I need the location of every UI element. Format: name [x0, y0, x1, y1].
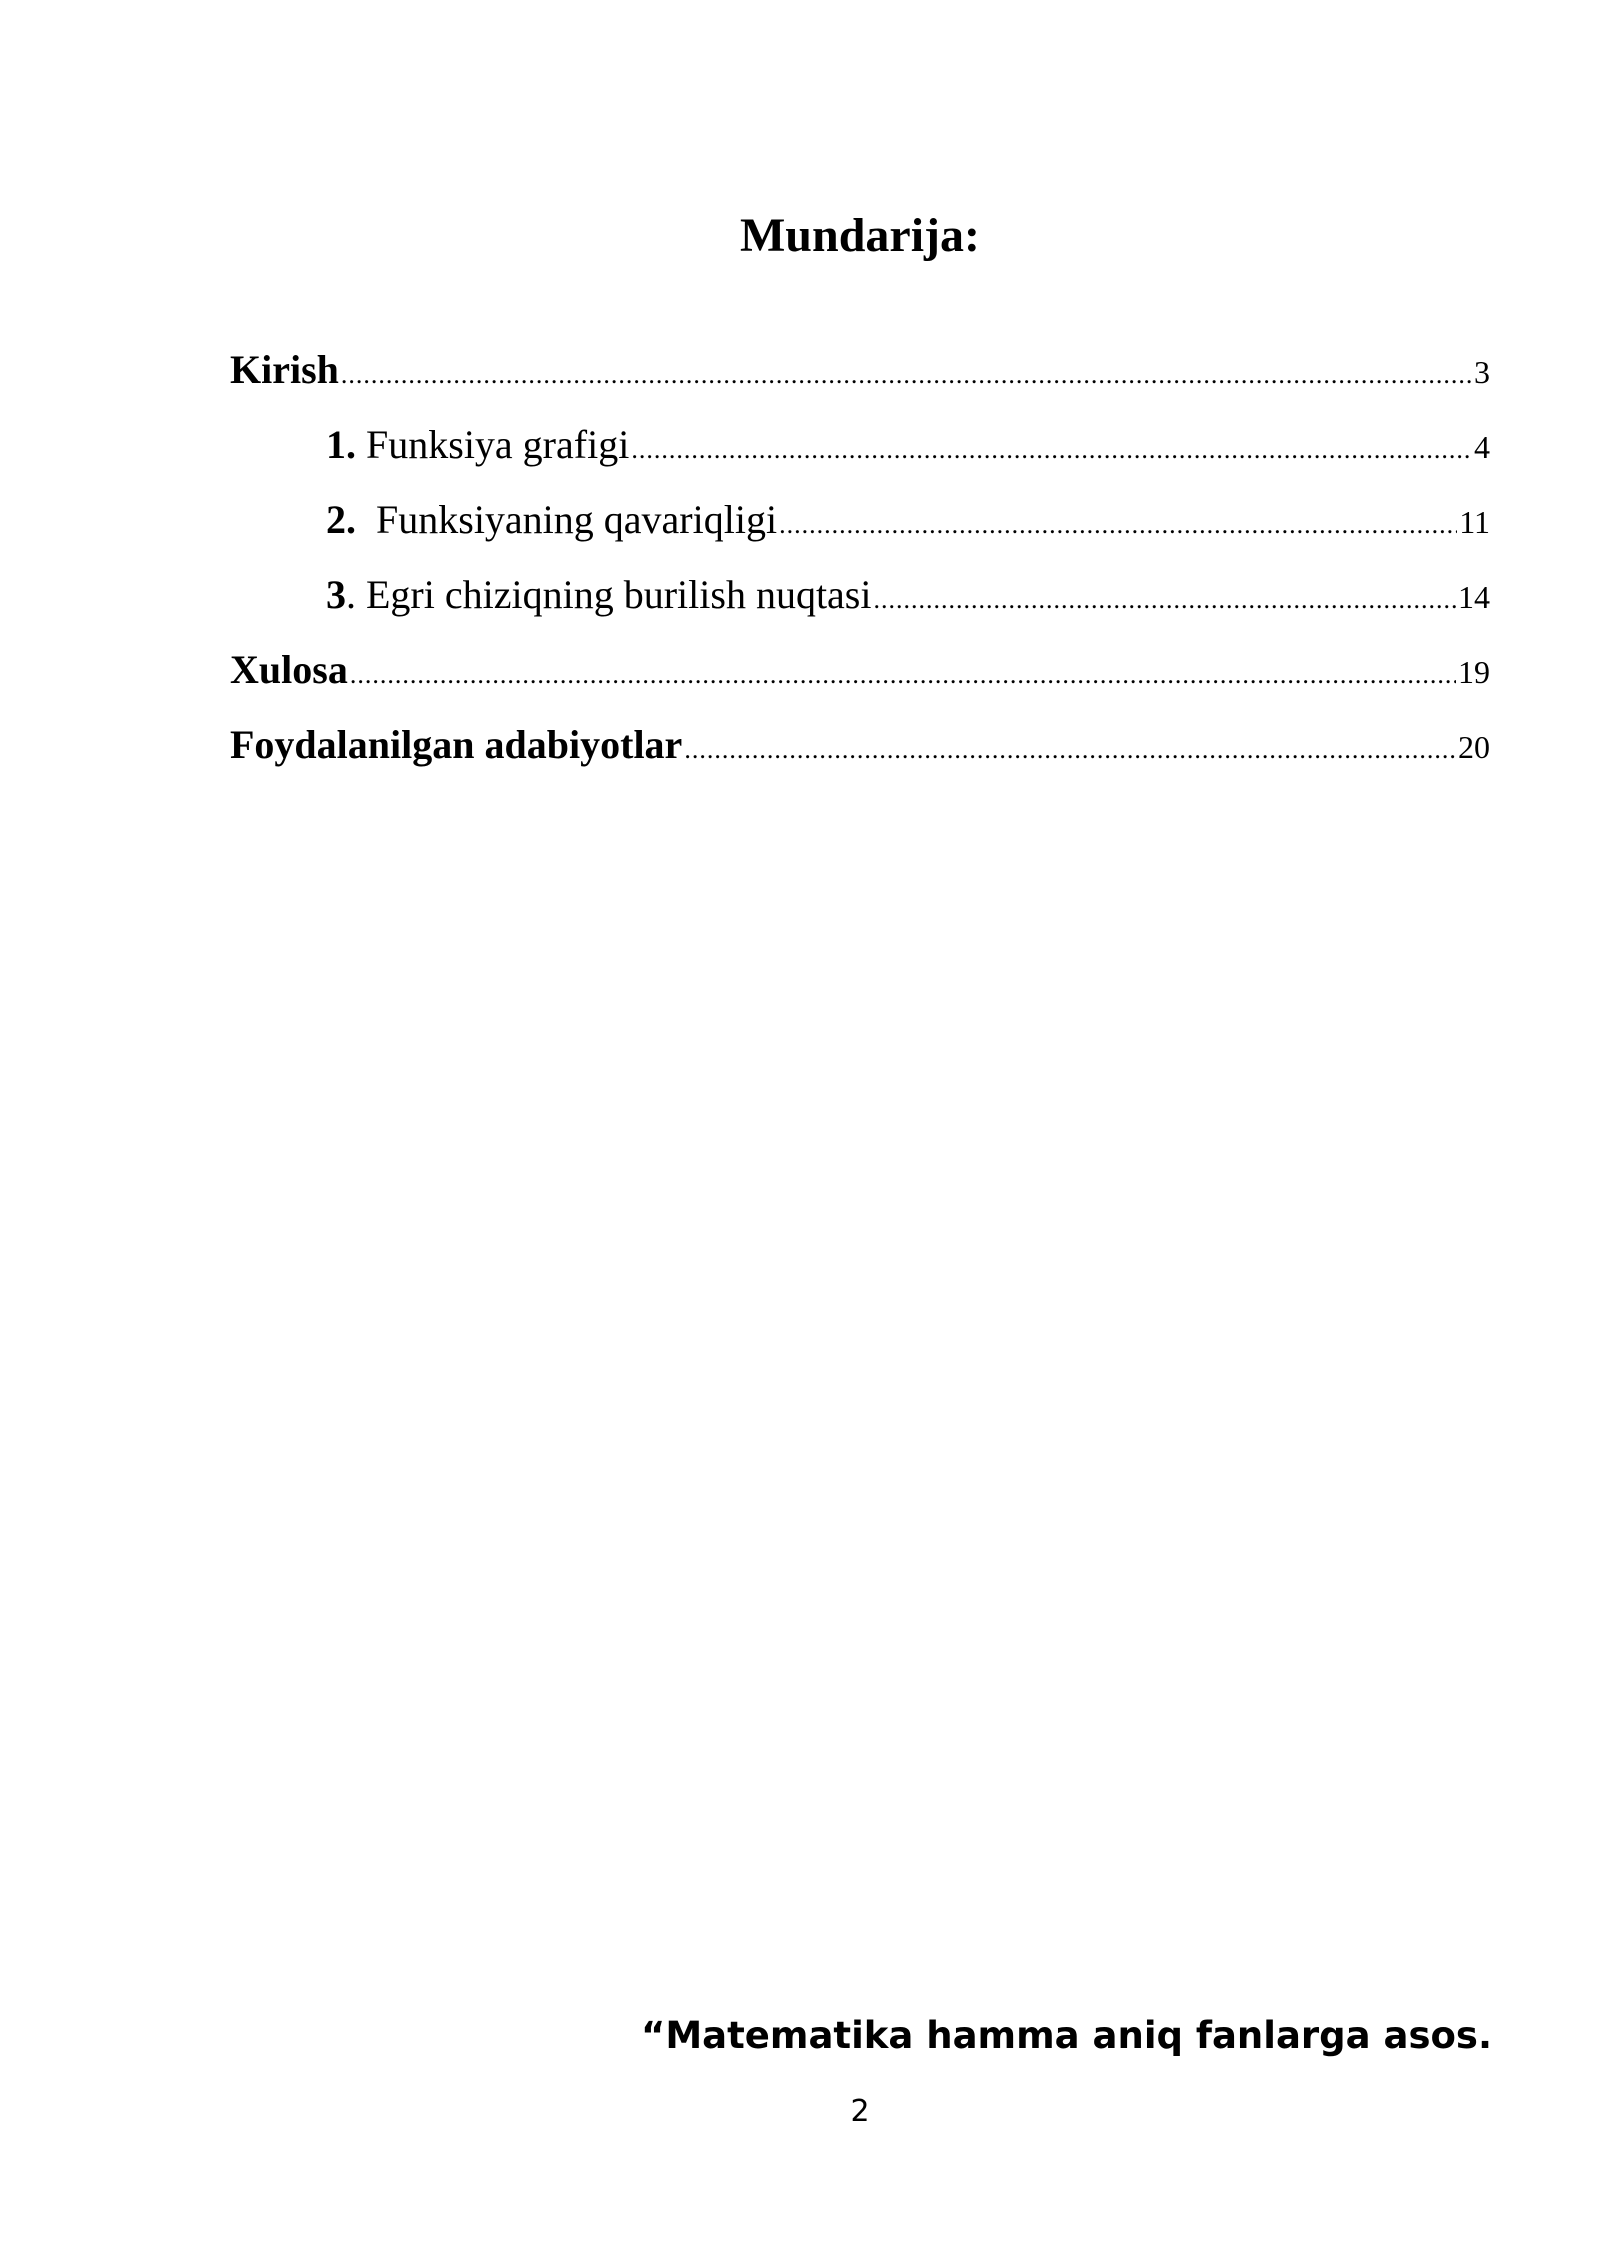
toc-entry-page: 19	[1458, 654, 1490, 690]
toc-entry-egri-chiziqning-burilish-nuqtasi[interactable]	[230, 571, 1490, 646]
toc-entry-foydalanilgan-adabiyotlar[interactable]	[230, 721, 1490, 796]
toc-entry-page: 20	[1458, 729, 1490, 765]
toc-entry-page: 3	[1474, 354, 1490, 390]
toc-entry-number: 1.	[326, 422, 356, 467]
table-of-contents	[230, 346, 1490, 796]
toc-dot-leader	[341, 360, 1472, 390]
toc-entry-number: 2.	[326, 497, 356, 542]
toc-entry-label: 3. Egri chiziqning burilish nuqtasi	[326, 572, 872, 617]
toc-entry-label: Kirish	[230, 347, 339, 392]
toc-entry-page: 11	[1459, 504, 1490, 540]
toc-dot-leader	[779, 510, 1457, 540]
toc-entry-funksiyaning-qavariqligi[interactable]	[230, 496, 1490, 571]
toc-dot-leader	[684, 735, 1456, 765]
toc-entry-label: 1. Funksiya grafigi	[326, 422, 630, 467]
toc-entry-label: 2. Funksiyaning qavariqligi	[326, 497, 778, 542]
toc-title: Mundarija:	[740, 209, 980, 262]
toc-entry-page: 4	[1474, 429, 1490, 465]
toc-entry-kirish[interactable]	[230, 346, 1490, 421]
toc-entry-number: 3	[326, 572, 346, 617]
page-number: 2	[850, 2094, 870, 2129]
epigraph-quote: “Matematika hamma aniq fanlarga asos.	[641, 2014, 1492, 2057]
toc-dot-leader	[350, 660, 1456, 690]
toc-entry-page: 14	[1458, 579, 1490, 615]
toc-dot-leader	[874, 585, 1457, 615]
toc-entry-funksiya-grafigi[interactable]	[230, 421, 1490, 496]
toc-entry-label: Foydalanilgan adabiyotlar	[230, 722, 683, 767]
toc-entry-label: Xulosa	[230, 647, 348, 692]
toc-dot-leader	[631, 435, 1472, 465]
toc-entry-xulosa[interactable]	[230, 646, 1490, 721]
